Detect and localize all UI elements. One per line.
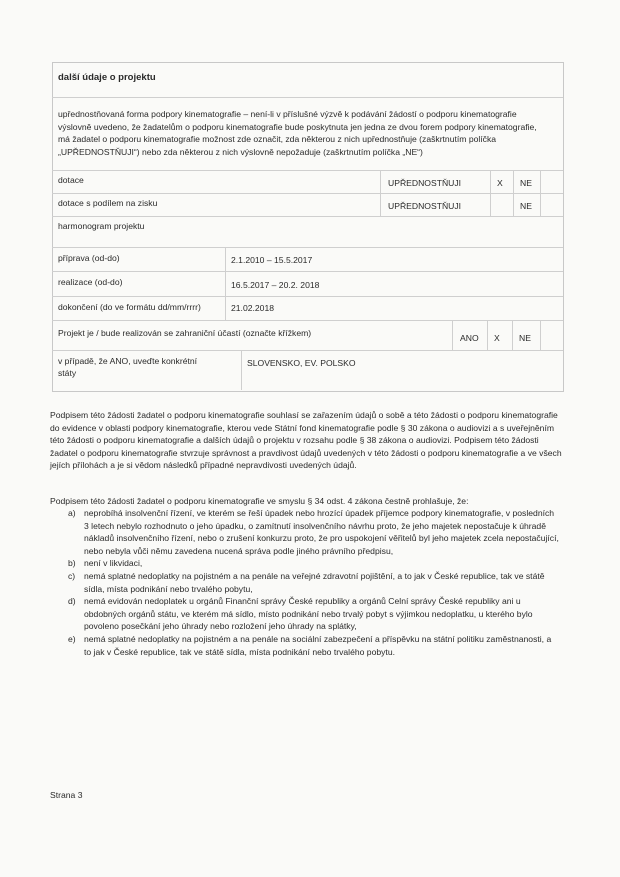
staty-value: SLOVENSKO, EV. POLSKO	[247, 358, 356, 368]
col-divider	[513, 170, 514, 216]
declaration-intro: Podpisem této žádosti žadatel o podporu kinematografie ve smyslu § 34 odst. 4 zákona čestně prohlašuje, že:	[50, 496, 469, 506]
declaration-text: není v likvidaci,	[84, 558, 143, 569]
col-divider	[487, 320, 488, 350]
dokonceni-value: 21.02.2018	[231, 303, 275, 313]
row-divider	[52, 271, 563, 272]
realizace-label: realizace (od-do)	[58, 277, 123, 287]
zahranicni-label: Projekt je / bude realizován se zahraniční účastí (označte křížkem)	[58, 328, 312, 338]
declaration-marker: c)	[68, 570, 76, 581]
declaration-text: nemá evidován nedoplatek u orgánů Finanční správy České republiky a orgánů Celní správy České republiky ani u obdobných orgánů státu, ve kterém má sídlo, místo podnikání nebo trvalý pobyt s výjimkou nedoplatku, u kterého bylo povoleno posečkání jeho úhrady nebo rozložení jeho úhrady na splátky,	[84, 596, 533, 632]
zahranicni-yes-checkbox[interactable]: ANO	[460, 333, 479, 343]
row-divider	[52, 350, 563, 351]
col-divider	[225, 247, 226, 320]
dokonceni-label: dokončení (do ve formátu dd/mm/rrrr)	[58, 302, 201, 312]
consent-paragraph: Podpisem této žádosti žadatel o podporu kinematografie souhlasí se zařazením údajů o sobě a této žádosti o podporu kinematografie do evidence v oblasti podpory kinematografie, kterou vede Státní fond kinematografie podle § 30 zákona o audiovizi a s uveřejněním této žádosti o podporu kinematografie a dalších údajů o projektu v rozsahu podle § 38 zákona o audiovizi. Podpisem této žádosti žadatel o podporu kinematografie stvrzuje správnost a pravdivost údajů uvedených v této žádosti o podporu kinematografie a ve všech jejích přílohách a je si vědom následků případné nepravdivosti uvedených údajů.	[50, 410, 562, 471]
section-title: další údaje o projektu	[58, 72, 156, 83]
dotace-pref-checkbox[interactable]: UPŘEDNOSTŇUJI	[388, 178, 462, 188]
declaration-list	[68, 507, 560, 658]
podil-no-checkbox[interactable]: NE	[520, 201, 532, 211]
staty-label-line1: v případě, že ANO, uveďte konkrétní	[58, 356, 198, 366]
declaration-text: neprobíhá insolvenční řízení, ve kterém se řeší úpadek nebo hrozící úpadek příjemce podpory kinematografie, v posledních 3 letech nebylo rozhodnuto o jeho úpadku, o zamítnutí insolvenčního návrhu proto, že jeho majetek nepostačuje k úhradě nákladů insolvenčního řízení, nebo o zrušení konkurzu proto, že pro uspokojení věřitelů byl jeho majetek zcela nepostačující, nebo nebyla vůči němu zavedena nucená správa podle jiného právního předpisu,	[84, 508, 559, 556]
declaration-item	[68, 557, 560, 570]
declaration-marker: b)	[68, 558, 76, 569]
harmonogram-label: harmonogram projektu	[58, 221, 145, 231]
declaration-marker: e)	[68, 633, 76, 644]
dotace-mark: X	[497, 178, 503, 188]
zahranicni-no-checkbox[interactable]: NE	[519, 333, 531, 343]
podil-pref-checkbox[interactable]: UPŘEDNOSTŇUJI	[388, 201, 462, 211]
declaration-text: nemá splatné nedoplatky na pojistném a na penále na sociální zabezpečení a příspěvku na státní politiku zaměstnanosti, a to jak v České republice, tak ve státě sídla, místa podnikání nebo trvalého pobytu.	[84, 633, 552, 657]
preference-text: upřednostňovaná forma podpory kinematografie – není-li v příslušné výzvě k podávání žádostí o podporu kinematografie výslovně uvedeno, že žadatelům o podporu kinematografie bude poskytnuta jen jedna ze dvou forem podpory kinematografie, má žadatel o podporu kinematografie možnost zde označit, zda některou z nich upřednostňuje (zaškrtnutím políčka „UPŘEDNOSTŇUJI“) nebo zda některou z nich výslovně nepožaduje (zaškrtnutím políčka „NE“)	[58, 109, 537, 157]
zahranicni-mark: X	[494, 333, 500, 343]
priprava-label: příprava (od-do)	[58, 253, 120, 263]
declaration-marker: a)	[68, 508, 76, 518]
row-divider	[52, 193, 563, 194]
row-divider	[52, 97, 563, 98]
col-divider	[241, 350, 242, 390]
declaration-text: nemá splatné nedoplatky na pojistném a na penále na veřejné zdravotní pojištění, a to jak v České republice, tak ve státě sídla, místa podnikání nebo trvalého pobytu,	[84, 570, 545, 594]
declaration-marker: d)	[68, 596, 76, 607]
col-divider	[512, 320, 513, 350]
row-divider	[52, 296, 563, 297]
declaration-item	[68, 633, 560, 658]
declaration-item	[68, 507, 560, 557]
declaration-item	[68, 570, 560, 595]
col-divider	[490, 170, 491, 216]
realizace-value: 16.5.2017 – 20.2. 2018	[231, 280, 320, 290]
row-divider	[52, 170, 563, 171]
priprava-value: 2.1.2010 – 15.5.2017	[231, 255, 313, 265]
col-divider	[540, 320, 541, 350]
row-divider	[52, 216, 563, 217]
podil-label: dotace s podílem na zisku	[58, 198, 158, 208]
col-divider	[380, 170, 381, 216]
page-number: Strana 3	[50, 790, 83, 800]
col-divider	[452, 320, 453, 350]
staty-label-line2: státy	[58, 368, 77, 378]
row-divider	[52, 247, 563, 248]
dotace-no-checkbox[interactable]: NE	[520, 178, 532, 188]
dotace-label: dotace	[58, 175, 84, 185]
col-divider	[540, 170, 541, 216]
declaration-item	[68, 595, 560, 633]
